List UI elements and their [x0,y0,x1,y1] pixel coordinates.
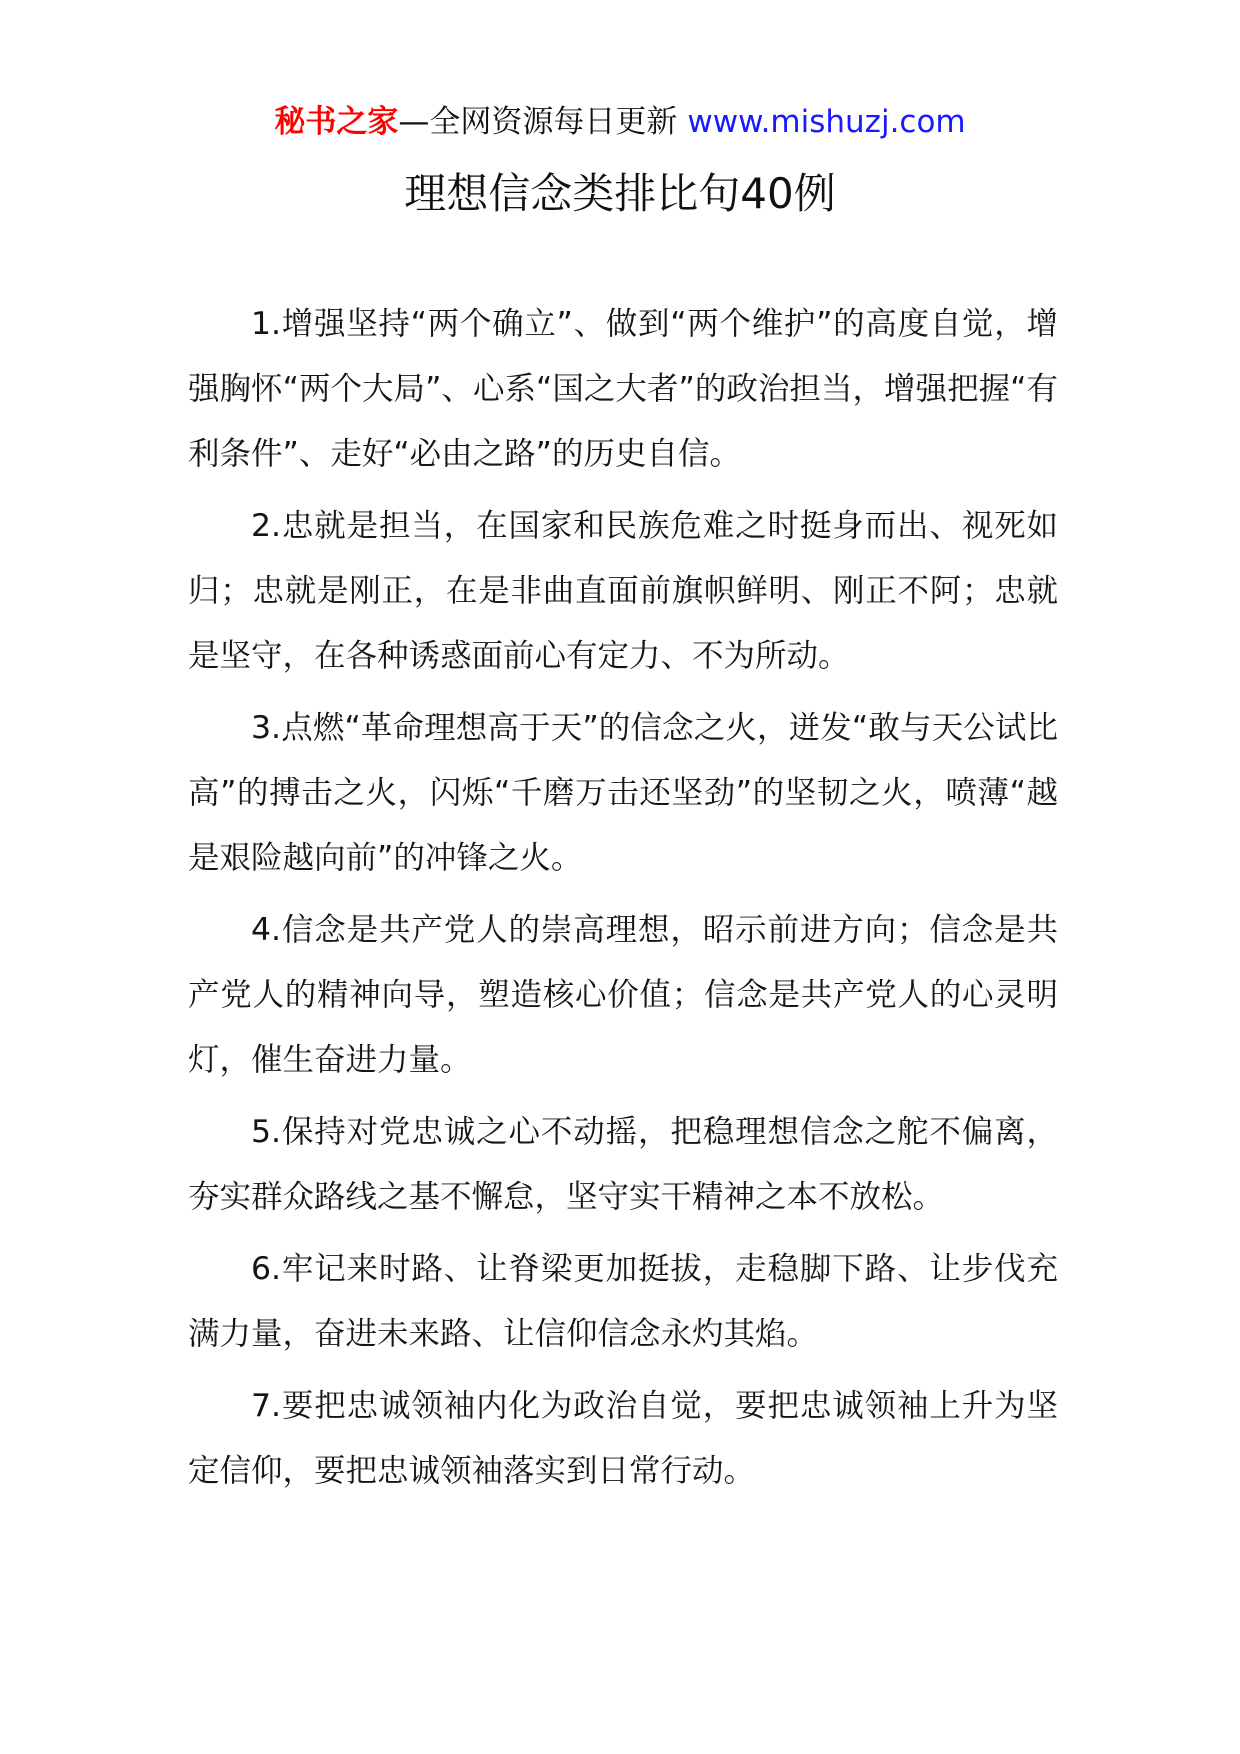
paragraph: 3.点燃“革命理想高于天”的信念之火，迸发“敢与天公试比高”的搏击之火，闪烁“千磨万击还坚劲”的坚韧之火，喷薄“越是艰险越向前”的冲锋之火。 [188,710,1058,876]
paragraph: 6.牢记来时路、让脊梁更加挺拔，走稳脚下路、让步伐充满力量，奋进未来路、让信仰信念永灼其焰。 [188,1251,1058,1352]
site-header [0,100,1240,144]
paragraph: 1.增强坚持“两个确立”、做到“两个维护”的高度自觉，增强胸怀“两个大局”、心系“国之大者”的政治担当，增强把握“有利条件”、走好“必由之路”的历史自信。 [188,306,1058,472]
site-url-link[interactable]: www.mishuzj.com [687,104,966,140]
document-body [188,292,1058,1511]
brand-name: 秘书之家 [274,104,399,140]
paragraph: 2.忠就是担当，在国家和民族危难之时挺身而出、视死如归；忠就是刚正，在是非曲直面前旗帜鲜明、刚正不阿；忠就是坚守，在各种诱惑面前心有定力、不为所动。 [188,508,1058,674]
paragraph: 7.要把忠诚领袖内化为政治自觉，要把忠诚领袖上升为坚定信仰，要把忠诚领袖落实到日常行动。 [188,1388,1058,1489]
header-tagline: —全网资源每日更新 [398,104,678,140]
document-title: 理想信念类排比句40例 [404,169,836,218]
paragraph: 4.信念是共产党人的崇高理想，昭示前进方向；信念是共产党人的精神向导，塑造核心价值；信念是共产党人的心灵明灯，催生奋进力量。 [188,912,1058,1078]
paragraph: 5.保持对党忠诚之心不动摇，把稳理想信念之舵不偏离，夯实群众路线之基不懈怠，坚守实干精神之本不放松。 [188,1114,1058,1215]
